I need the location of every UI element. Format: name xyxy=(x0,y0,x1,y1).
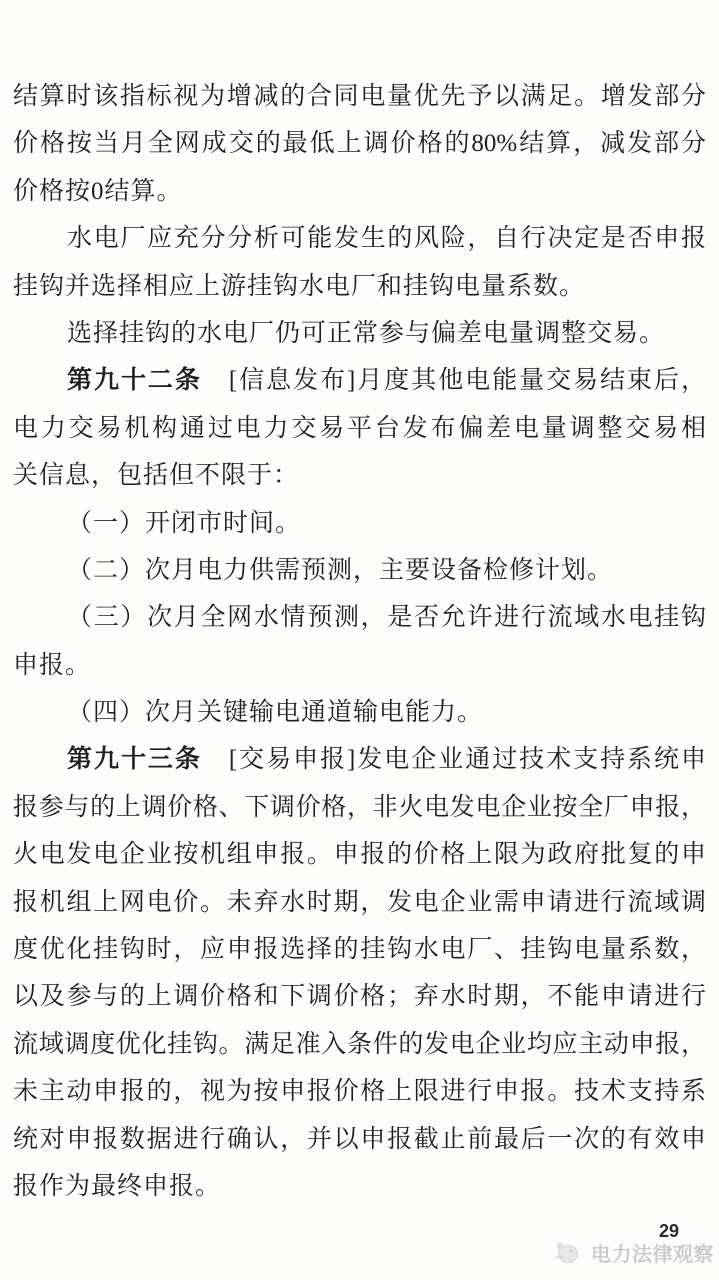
text-segment: （一）开闭市时间。 xyxy=(67,509,302,537)
text-segment: 结算时该指标视为增减的合同电量优先予以满足。增发部分 xyxy=(13,83,706,110)
text-line xyxy=(13,452,706,499)
text-segment: 申报。 xyxy=(13,651,92,679)
text-line xyxy=(13,831,706,878)
text-segment: 挂钩并选择相应上游挂钩水电厂和挂钩电量系数。 xyxy=(13,272,586,300)
text-line xyxy=(13,594,706,641)
document-body xyxy=(13,73,706,1210)
text-segment: 以及参与的上调价格和下调价格；弃水时期，不能申请进行 xyxy=(13,983,706,1011)
text-line xyxy=(13,120,706,167)
article-number: 第九十二条 xyxy=(67,366,202,395)
text-segment: 价格按当月全网成交的最低上调价格的80%结算，减发部分 xyxy=(13,130,706,158)
page-number: 29 xyxy=(659,1221,680,1241)
text-segment: 火电发电企业按机组申报。申报的价格上限为政府批复的申 xyxy=(13,841,706,869)
text-segment: 选择挂钩的水电厂仍可正常参与偏差电量调整交易。 xyxy=(67,319,666,347)
mascot-logo-icon xyxy=(551,1236,583,1268)
text-segment: 度优化挂钩时，应申报选择的挂钩水电厂、挂钩电量系数， xyxy=(13,936,706,964)
text-segment: 关信息，包括但不限于： xyxy=(13,462,300,490)
text-segment: （三）次月全网水情预测，是否允许进行流域水电挂钩 xyxy=(67,604,706,632)
text-line xyxy=(13,310,706,357)
text-segment: 电力交易机构通过电力交易平台发布偏差电量调整交易相 xyxy=(13,414,706,442)
text-segment: 报机组上网电价。未弃水时期，发电企业需申请进行流域调 xyxy=(13,888,706,916)
text-line xyxy=(13,642,706,689)
text-segment: 统对申报数据进行确认，并以申报截止前最后一次的有效申 xyxy=(13,1125,706,1153)
text-line xyxy=(13,689,706,736)
text-line xyxy=(13,973,706,1020)
text-line xyxy=(13,1116,706,1163)
text-segment: [交易申报]发电企业通过技术支持系统申 xyxy=(201,746,706,774)
text-segment: 报参与的上调价格、下调价格，非火电发电企业按全厂申报， xyxy=(13,793,706,821)
watermark xyxy=(551,1236,714,1268)
text-segment: （四）次月关键输电通道输电能力。 xyxy=(67,699,484,727)
text-segment: 报作为最终申报。 xyxy=(13,1172,222,1200)
text-line xyxy=(13,168,706,215)
text-segment: 水电厂应充分分析可能发生的风险，自行决定是否申报 xyxy=(67,225,706,253)
text-line xyxy=(13,1068,706,1115)
text-line xyxy=(13,500,706,547)
text-line xyxy=(13,784,706,831)
text-line xyxy=(13,405,706,452)
text-segment: 价格按0结算。 xyxy=(13,177,183,205)
text-segment: （二）次月电力供需预测，主要设备检修计划。 xyxy=(67,556,614,584)
watermark-label: 电力法律观察 xyxy=(591,1243,714,1266)
text-line xyxy=(13,357,706,404)
text-line xyxy=(13,736,706,783)
text-line xyxy=(13,926,706,973)
text-segment: 未主动申报的，视为按申报价格上限进行申报。技术支持系 xyxy=(13,1078,706,1106)
text-line xyxy=(13,73,706,120)
text-line xyxy=(13,1021,706,1068)
text-segment: [信息发布]月度其他电能量交易结束后， xyxy=(201,367,706,395)
text-line xyxy=(13,1163,706,1210)
text-line xyxy=(13,547,706,594)
text-line xyxy=(13,879,706,926)
text-line xyxy=(13,215,706,262)
text-segment: 流域调度优化挂钩。满足准入条件的发电企业均应主动申报， xyxy=(13,1030,706,1058)
text-line xyxy=(13,263,706,310)
article-number: 第九十三条 xyxy=(67,745,202,774)
